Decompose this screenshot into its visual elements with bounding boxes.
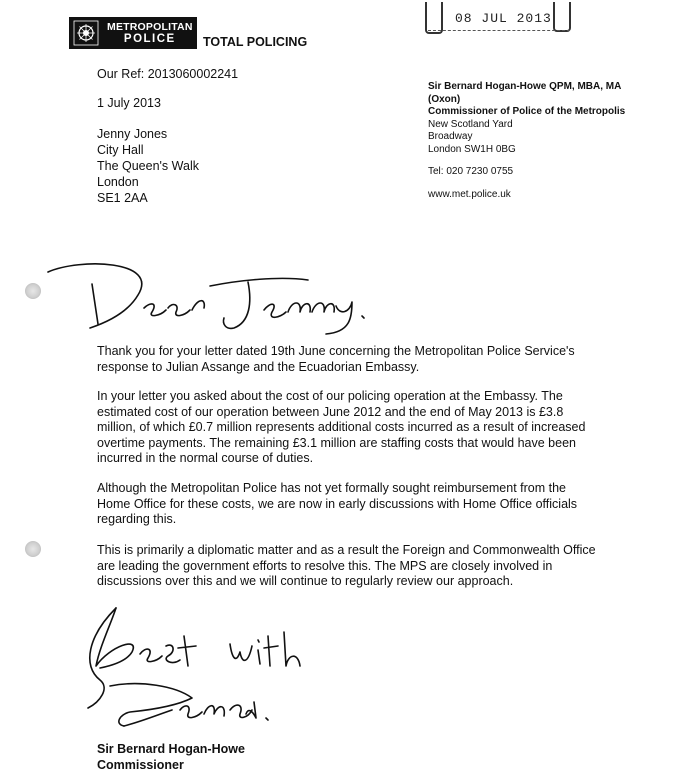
- paragraph-1: Thank you for your letter dated 19th June concerning the Metropolitan Police Service's response to Julian Assange and the Ecuadorian Embassy.: [97, 344, 575, 374]
- paragraph-2: In your letter you asked about the cost of our policing operation at the Embassy. The estimated cost of our operation between June 2012 and the end of May 2013 is £3.8 million, of which £0.7 million represents additional costs incurred as a result of increased overtime payments. The remaining £3.1 million are staffing costs that would have been incurred in the normal course of duties.: [97, 389, 586, 465]
- recipient-line2: The Queen's Walk: [97, 159, 199, 173]
- signatory-name: Sir Bernard Hogan-Howe: [97, 742, 245, 756]
- paragraph-3: Although the Metropolitan Police has not yet formally sought reimbursement from the Home Office for these costs, we are now in early discussions with Home Office officials regarding this.: [97, 481, 578, 526]
- sender-tel: Tel: 020 7230 0755: [428, 166, 514, 177]
- recipient-name: Jenny Jones: [97, 127, 168, 141]
- handwritten-closing: [80, 606, 320, 736]
- crest-icon: [73, 20, 99, 46]
- recipient-postcode: SE1 2AA: [97, 191, 148, 205]
- sender-block: [428, 81, 678, 201]
- met-police-logo: [69, 17, 197, 49]
- tagline: TOTAL POLICING: [203, 35, 308, 49]
- recipient-city: London: [97, 175, 139, 189]
- sender-name-line2: (Oxon): [428, 93, 461, 105]
- sender-address1: New Scotland Yard: [428, 118, 513, 130]
- sender-address3: London SW1H 0BG: [428, 143, 516, 155]
- sender-title: Commissioner of Police of the Metropolis: [428, 106, 626, 117]
- sender-website: www.met.police.uk: [428, 188, 511, 200]
- signatory-title: Commissioner: [97, 758, 184, 772]
- logo-line1: METROPOLITAN: [107, 21, 193, 33]
- stamp-bracket-right: [553, 2, 571, 32]
- punch-hole-top: [25, 283, 41, 299]
- punch-hole-bottom: [25, 541, 41, 557]
- logo-wordmark: [107, 21, 193, 45]
- sender-name-line1: Sir Bernard Hogan-Howe QPM, MBA, MA: [428, 81, 622, 92]
- letter-date: 1 July 2013: [97, 96, 161, 110]
- signatory-block: [97, 741, 245, 773]
- received-stamp: [425, 6, 570, 30]
- stamp-date: 08 JUL 2013: [455, 11, 552, 26]
- stamp-divider: [428, 30, 570, 31]
- paragraph-4: This is primarily a diplomatic matter and as a result the Foreign and Commonwealth Office are leading the government efforts to resolve this. The MPS are closely involved in discussions over this and we will continue to regularly review our approach.: [97, 543, 596, 588]
- reference: Our Ref: 2013060002241: [97, 67, 239, 81]
- logo-line2: POLICE: [123, 33, 176, 45]
- recipient-line1: City Hall: [97, 143, 144, 157]
- sender-address2: Broadway: [428, 131, 473, 142]
- recipient-address: [97, 126, 199, 206]
- handwritten-salutation: [40, 250, 380, 340]
